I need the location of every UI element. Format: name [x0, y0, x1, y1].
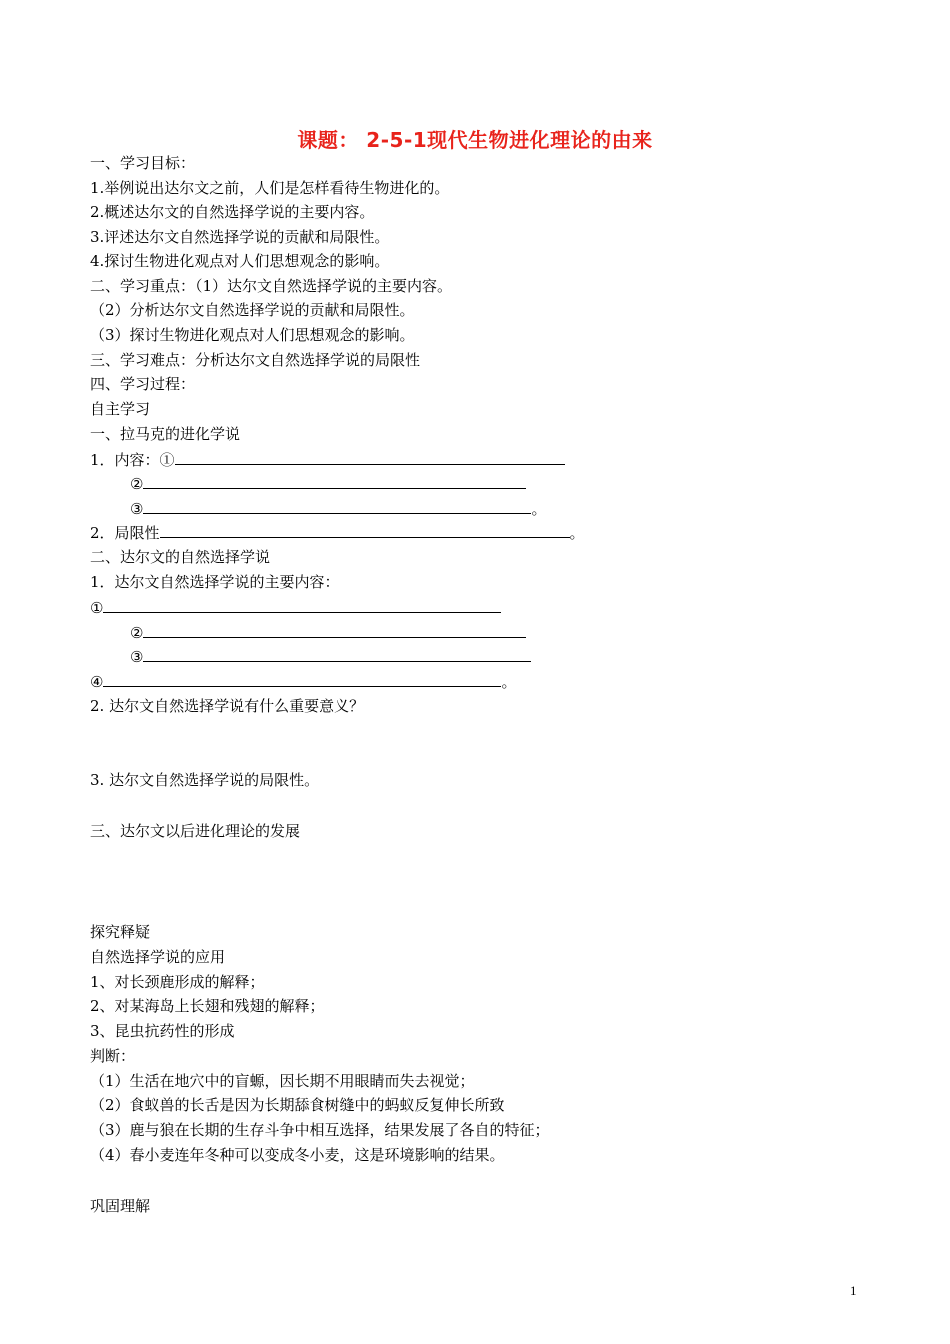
inquiry-subheading: 自然选择学说的应用 — [90, 948, 226, 966]
judge-item: （4）春小麦连年冬种可以变成冬小麦，这是环境影响的结果。 — [90, 1146, 505, 1164]
darwin-content-line — [130, 646, 531, 667]
item-marker: ② — [130, 475, 144, 493]
page-number: 1 — [850, 1283, 857, 1298]
item-marker: ③ — [130, 500, 144, 518]
judge-item: （3）鹿与狼在长期的生存斗争中相互选择，结果发展了各自的特征； — [90, 1121, 550, 1139]
objective-item: 4.探讨生物进化观点对人们思想观念的影响。 — [90, 252, 390, 270]
lamarck-content-line — [130, 498, 546, 519]
key-points-line: （2）分析达尔文自然选择学说的贡献和局限性。 — [90, 301, 415, 319]
consolidate-heading: 巩固理解 — [90, 1197, 151, 1215]
item-marker: ④ — [90, 673, 104, 691]
after-darwin-heading: 三、达尔文以后进化理论的发展 — [90, 822, 301, 840]
answer-blank[interactable] — [143, 622, 526, 638]
period: 。 — [531, 500, 547, 518]
answer-blank[interactable] — [175, 449, 565, 465]
process-heading: 四、学习过程： — [90, 375, 196, 393]
darwin-content-line — [90, 671, 516, 692]
answer-blank[interactable] — [160, 522, 570, 538]
lamarck-heading: 一、拉马克的进化学说 — [90, 425, 241, 443]
darwin-question: 1．达尔文自然选择学说的主要内容： — [90, 573, 340, 591]
key-points-line: （3）探讨生物进化观点对人们思想观念的影响。 — [90, 326, 415, 344]
lamarck-content-label: 1．内容：① — [90, 451, 175, 469]
objective-item: 2.概述达尔文的自然选择学说的主要内容。 — [90, 203, 375, 221]
item-marker: ③ — [130, 648, 144, 666]
lamarck-content-line — [130, 473, 526, 494]
objective-item: 1.举例说出达尔文之前，人们是怎样看待生物进化的。 — [90, 179, 450, 197]
answer-blank[interactable] — [143, 498, 531, 514]
judge-item: （2）食蚁兽的长舌是因为长期舔食树缝中的蚂蚁反复伸长所致 — [90, 1096, 505, 1114]
inquiry-item: 3、昆虫抗药性的形成 — [90, 1022, 235, 1040]
judge-heading: 判断： — [90, 1047, 136, 1065]
lamarck-limit-label: 2．局限性 — [90, 524, 160, 542]
answer-blank[interactable] — [143, 473, 526, 489]
item-marker: ② — [130, 624, 144, 642]
self-study-heading: 自主学习 — [90, 400, 151, 418]
key-points-line: 二、学习重点：（1）达尔文自然选择学说的主要内容。 — [90, 277, 453, 295]
inquiry-heading: 探究释疑 — [90, 923, 151, 941]
difficulty-line: 三、学习难点：分析达尔文自然选择学说的局限性 — [90, 351, 421, 369]
objectives-heading: 一、学习目标： — [90, 154, 196, 172]
lamarck-limit-line — [90, 522, 585, 543]
darwin-content-line — [90, 597, 501, 618]
darwin-question: 3. 达尔文自然选择学说的局限性。 — [90, 771, 320, 789]
item-marker: ① — [90, 599, 104, 617]
objective-item: 3.评述达尔文自然选择学说的贡献和局限性。 — [90, 228, 390, 246]
judge-item: （1）生活在地穴中的盲螈，因长期不用眼睛而失去视觉； — [90, 1072, 475, 1090]
inquiry-item: 2、对某海岛上长翅和残翅的解释； — [90, 997, 325, 1015]
darwin-content-line — [130, 622, 526, 643]
period: 。 — [569, 524, 585, 542]
darwin-question: 2. 达尔文自然选择学说有什么重要意义？ — [90, 697, 365, 715]
page-title: 课题： 2-5-1现代生物进化理论的由来 — [297, 128, 653, 152]
period: 。 — [501, 673, 517, 691]
answer-blank[interactable] — [143, 646, 531, 662]
answer-blank[interactable] — [103, 671, 501, 687]
answer-blank[interactable] — [103, 597, 501, 613]
darwin-heading: 二、达尔文的自然选择学说 — [90, 548, 271, 566]
lamarck-content-line — [90, 449, 565, 470]
inquiry-item: 1、对长颈鹿形成的解释； — [90, 973, 265, 991]
